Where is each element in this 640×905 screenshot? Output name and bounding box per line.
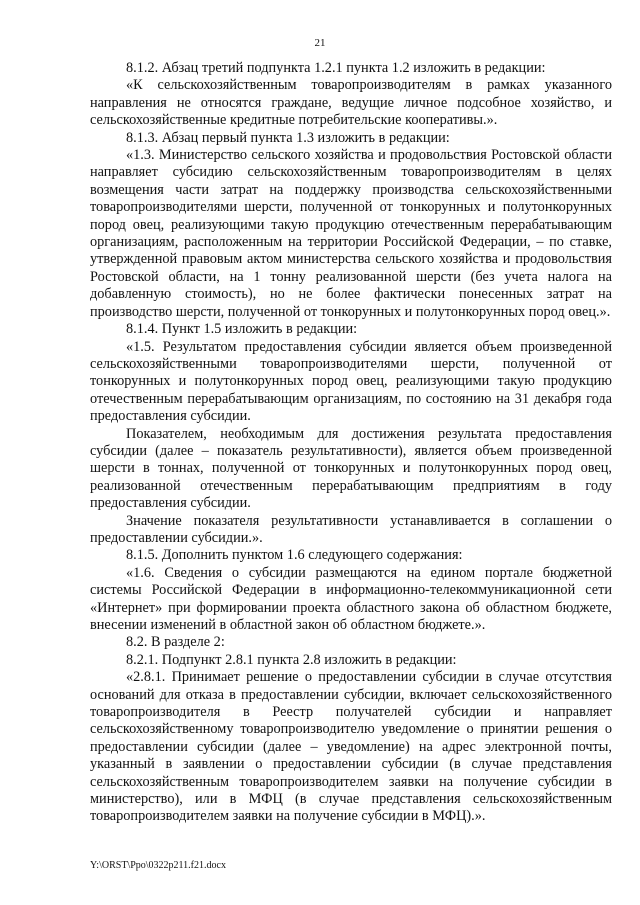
paragraph: «К сельскохозяйственным товаропроизводителям в рамках указанного направления не относятся граждане, ведущие личное подсобное хозяйство, и сельскохозяйственные кредитные потребительские кооперативы.». [90,77,612,129]
paragraph: «1.3. Министерство сельского хозяйства и продовольствия Ростовской области направляет субсидию сельскохозяйственным товаропроизводителям в целях возмещения части затрат на поддержку производства сельскохозяйственными товаропроизводителями шерсти, полученной от тонкорунных и полутонкорунных пород овец, реализующими такую продукцию отечественным перерабатывающим организациям, расположенным на территории Российской Федерации, – по ставке, утвержденной правовым актом министерства сельского хозяйства и продовольствия Ростовской области, на 1 тонну реализованной шерсти (без учета налога на добавленную стоимость), но не более фактически понесенных затрат на производство шерсти, полученной от тонкорунных и полутонкорунных пород овец.». [90,147,612,320]
paragraph: «1.6. Сведения о субсидии размещаются на едином портале бюджетной системы Российской Федерации в информационно-телекоммуникационной сети «Интернет» при формировании проекта областного закона об областном бюджете, внесении изменений в областной закон об областном бюджете.». [90,564,612,633]
paragraph: «2.8.1. Принимает решение о предоставлении субсидии в случае отсутствия оснований для отказа в предоставлении субсидии, включает сельскохозяйственного товаропроизводителя в Реестр получателей субсидии и направляет сельскохозяйственному товаропроизводителю уведомление о принятии решения о предоставлении субсидии (далее – уведомление) на адрес электронной почты, указанный в заявлении о предоставлении субсидии (в случае представления сельскохозяйственным товаропроизводителем заявки на получение субсидии в министерство), или в МФЦ (в случае представления сельскохозяйственным товаропроизводителем заявки на получение субсидии в МФЦ).». [90,669,612,825]
paragraph: «1.5. Результатом предоставления субсидии является объем произведенной сельскохозяйственными товаропроизводителями шерсти, полученной от тонкорунных и полутонкорунных пород овец, реализующими такую продукцию отечественным перерабатывающим организациям, по состоянию на 31 декабря года предоставления субсидии. [90,338,612,425]
paragraph: 8.1.2. Абзац третий подпункта 1.2.1 пункта 1.2 изложить в редакции: [126,60,546,76]
paragraph: 8.1.3. Абзац первый пункта 1.3 изложить в редакции: [126,129,450,146]
paragraph: 8.1.5. Дополнить пунктом 1.6 следующего содержания: [126,547,463,564]
paragraph: 8.2. В разделе 2: [126,634,225,651]
paragraph: Значение показателя результативности устанавливается в соглашении о предоставлении субсидии.». [90,512,612,546]
document-body [90,60,612,826]
page-number: 21 [314,37,326,49]
file-path-footer: Y:\ORST\Ppo\0322p211.f21.docx [90,860,226,871]
paragraph: 8.1.4. Пункт 1.5 изложить в редакции: [126,321,358,338]
paragraph: 8.2.1. Подпункт 2.8.1 пункта 2.8 изложить в редакции: [126,651,457,668]
paragraph: Показателем, необходимым для достижения результата предоставления субсидии (далее – показатель результативности), является объем произведенной шерсти в тоннах, полученной от тонкорунных и полутонкорунных пород овец, реализованной отечественным перерабатывающим предприятиям в году предоставления субсидии. [90,425,612,512]
